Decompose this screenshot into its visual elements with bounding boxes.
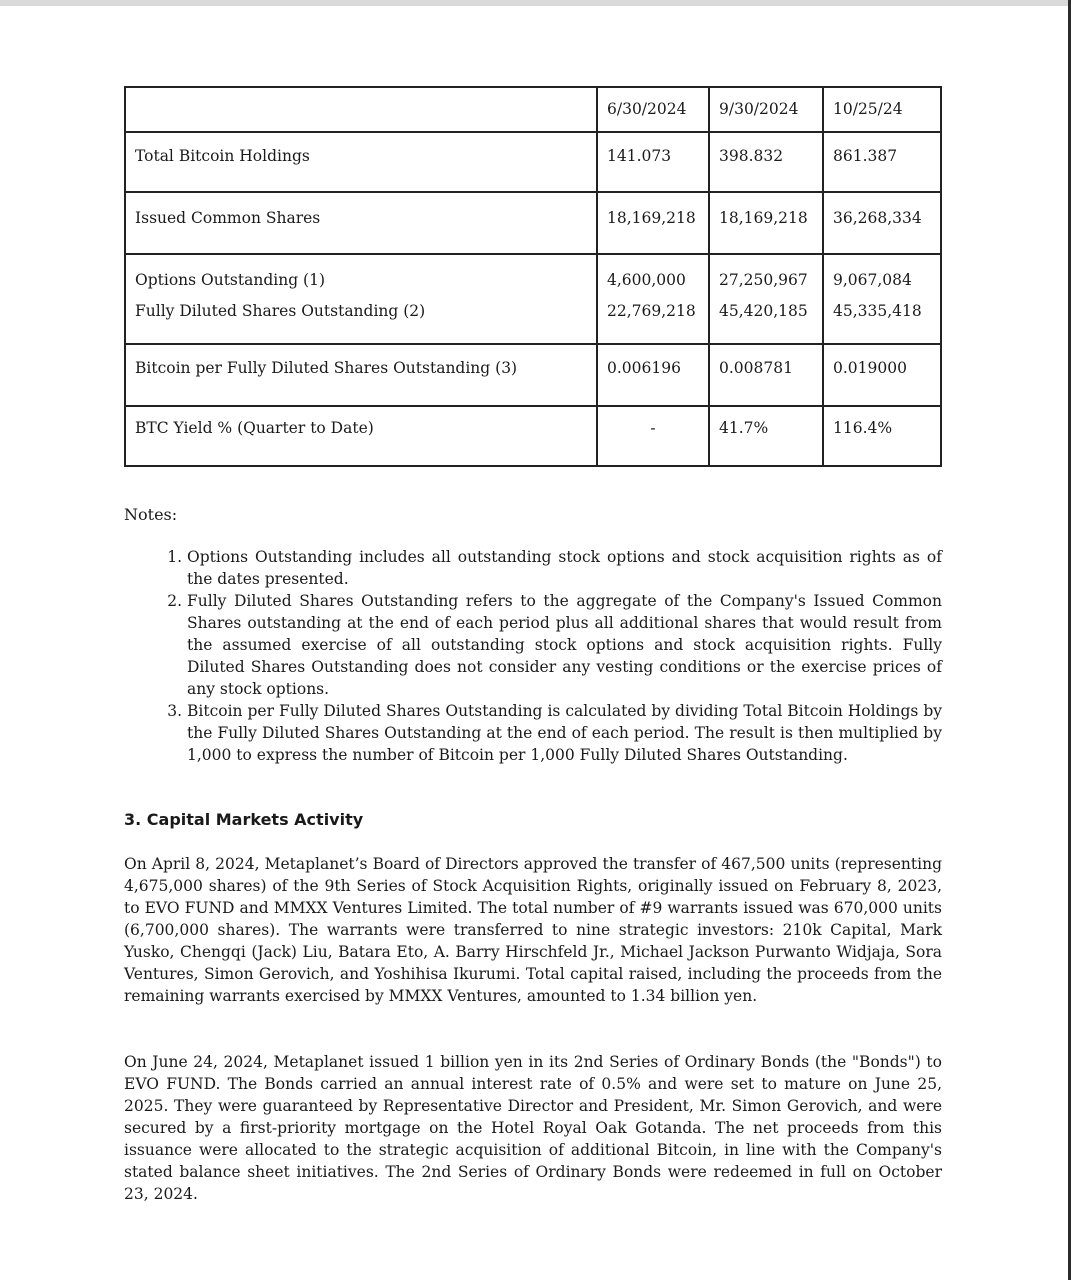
- note-item: 2. Fully Diluted Shares Outstanding refers to the aggregate of the Company's Issued Common Shares outstanding at the end of each period plus all additional shares that would result from the assumed exercise of all outstanding stock options and stock acquisition rights. Fully Diluted Shares Outstanding does not consider any vesting conditions or the exercise prices of any stock options.: [187, 590, 942, 700]
- table-header-cell: 9/30/2024: [709, 87, 823, 132]
- table-cell: 4,600,000: [597, 254, 709, 296]
- table-row: [125, 406, 941, 466]
- table-cell: 0.006196: [597, 344, 709, 406]
- notes-list: [124, 546, 942, 766]
- table-header-cell: [125, 87, 597, 132]
- table-header-cell: 10/25/24: [823, 87, 941, 132]
- table-row: [125, 296, 941, 344]
- table-cell: 141.073: [597, 132, 709, 192]
- paragraph-bonds: On June 24, 2024, Metaplanet issued 1 billion yen in its 2nd Series of Ordinary Bonds (the "Bonds") to EVO FUND. The Bonds carried an annual interest rate of 0.5% and were set to mature on June 25, 2025. They were guaranteed by Representative Director and President, Mr. Simon Gerovich, and were secured by a first-priority mortgage on the Hotel Royal Oak Gotanda. The net proceeds from this issuance were allocated to the strategic acquisition of additional Bitcoin, in line with the Company's stated balance sheet initiatives. The 2nd Series of Ordinary Bonds were redeemed in full on October 23, 2024.: [124, 1053, 942, 1203]
- section-heading: 3. Capital Markets Activity: [124, 810, 364, 829]
- row-label: Options Outstanding (1): [125, 254, 597, 296]
- table-cell: 22,769,218: [597, 296, 709, 344]
- table-header-row: [125, 87, 941, 132]
- row-label: BTC Yield % (Quarter to Date): [125, 406, 597, 466]
- table-cell: 18,169,218: [709, 192, 823, 254]
- table-cell: 9,067,084: [823, 254, 941, 296]
- table-row: [125, 344, 941, 406]
- table-cell: 861.387: [823, 132, 941, 192]
- table-cell: 0.008781: [709, 344, 823, 406]
- row-label: Total Bitcoin Holdings: [125, 132, 597, 192]
- table-header-cell: 6/30/2024: [597, 87, 709, 132]
- bitcoin-metrics-table: [124, 86, 942, 467]
- row-label: Fully Diluted Shares Outstanding (2): [125, 296, 597, 344]
- table-cell: 116.4%: [823, 406, 941, 466]
- scan-top-edge: [0, 0, 1071, 6]
- row-label: Bitcoin per Fully Diluted Shares Outstanding (3): [125, 344, 597, 406]
- table-cell: 27,250,967: [709, 254, 823, 296]
- note-item: 3. Bitcoin per Fully Diluted Shares Outstanding is calculated by dividing Total Bitcoin Holdings by the Fully Diluted Shares Outstanding at the end of each period. The result is then multiplied by 1,000 to express the number of Bitcoin per 1,000 Fully Diluted Shares Outstanding.: [187, 700, 942, 766]
- table-cell: 398.832: [709, 132, 823, 192]
- table-cell: 36,268,334: [823, 192, 941, 254]
- paragraph-warrants: On April 8, 2024, Metaplanet’s Board of Directors approved the transfer of 467,500 units (representing 4,675,000 shares) of the 9th Series of Stock Acquisition Rights, originally issued on February 8, 2023, to EVO FUND and MMXX Ventures Limited. The total number of #9 warrants issued was 670,000 units (6,700,000 shares). The warrants were transferred to nine strategic investors: 210k Capital, Mark Yusko, Chengqi (Jack) Liu, Batara Eto, A. Barry Hirschfeld Jr., Michael Jackson Purwanto Widjaja, Sora Ventures, Simon Gerovich, and Yoshihisa Ikurumi. Total capital raised, including the proceeds from the remaining warrants exercised by MMXX Ventures, amounted to 1.34 billion yen.: [124, 855, 942, 1005]
- table-row: [125, 192, 941, 254]
- row-label: Issued Common Shares: [125, 192, 597, 254]
- table-cell: 18,169,218: [597, 192, 709, 254]
- table-row: [125, 132, 941, 192]
- table-cell: 0.019000: [823, 344, 941, 406]
- table-cell: 45,420,185: [709, 296, 823, 344]
- table-cell: 41.7%: [709, 406, 823, 466]
- table-cell: 45,335,418: [823, 296, 941, 344]
- table-cell: -: [597, 406, 709, 466]
- note-item: 1. Options Outstanding includes all outstanding stock options and stock acquisition rights as of the dates presented.: [187, 546, 942, 590]
- notes-label: Notes:: [124, 505, 178, 524]
- table-row: [125, 254, 941, 296]
